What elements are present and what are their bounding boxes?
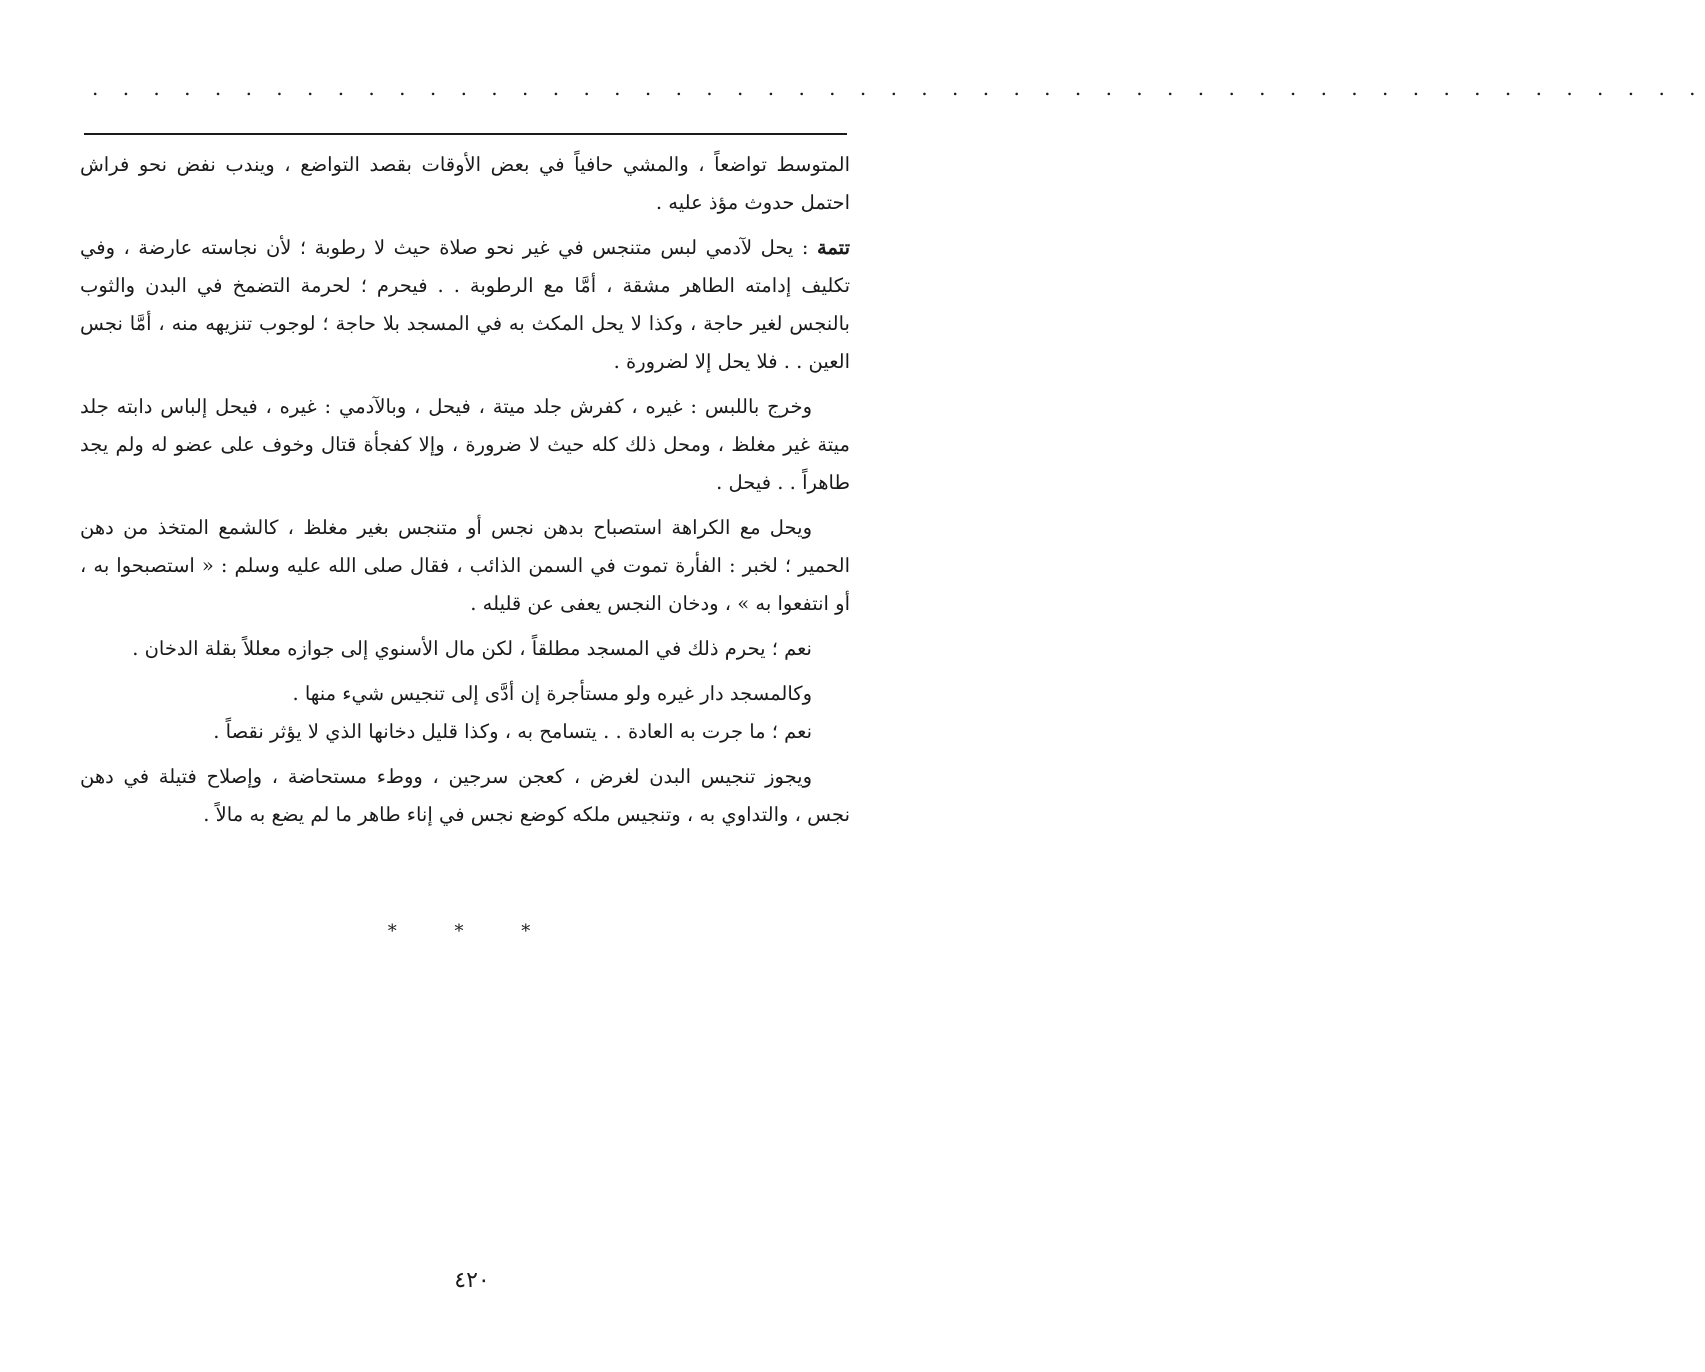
paragraph bbox=[80, 630, 850, 668]
paragraph-text: نعم ؛ ما جرت به العادة . . يتسامح به ، وكذا قليل دخانها الذي لا يؤثر نقصاً . bbox=[213, 720, 812, 743]
section-separator-stars: * * * bbox=[387, 921, 557, 942]
top-rule bbox=[84, 133, 847, 135]
paragraph-text: : يحل لآدمي لبس متنجس في غير نحو صلاة حيث لا رطوبة ؛ لأن نجاسته عارضة ، وفي تكليف إدامته الطاهر مشقة ، أمَّا مع الرطوبة . . فيحرم ؛ لحرمة التضمخ في البدن والثوب بالنجس لغير حاجة ، وكذا لا يحل المكث به في المسجد بلا حاجة ؛ لوجوب تنزيهه منه ، أمَّا نجس العين . . فلا يحل إلا لضرورة . bbox=[80, 236, 850, 373]
paragraph bbox=[80, 713, 850, 751]
page-number: ٤٢٠ bbox=[454, 1268, 490, 1293]
paragraph bbox=[80, 758, 850, 834]
paragraph-continuation bbox=[80, 146, 850, 222]
paragraph bbox=[80, 509, 850, 623]
dotted-separator: . . . . . . . . . . . . . . . . . . . . . . . . . . . . . . . . . . . . . . . . . . . . . . . . . . . . . bbox=[92, 76, 1705, 100]
paragraph-tatimma bbox=[80, 229, 850, 381]
paragraph-text: ويحل مع الكراهة استصباح بدهن نجس أو متنجس بغير مغلظ ، كالشمع المتخذ من دهن الحمير ؛ لخبر : الفأرة تموت في السمن الذائب ، فقال صلى الله عليه وسلم : « استصبحوا به ، أو انتفعوا به » ، ودخان النجس يعفى عن قليله . bbox=[80, 516, 850, 615]
paragraph-lead: تتمة bbox=[816, 236, 850, 259]
paragraph-text: ويجوز تنجيس البدن لغرض ، كعجن سرجين ، ووطء مستحاضة ، وإصلاح فتيلة في دهن نجس ، والتداوي به ، وتنجيس ملكه كوضع نجس في إناء طاهر ما لم يضع به مالاً . bbox=[80, 765, 850, 826]
paragraph bbox=[80, 675, 850, 713]
page-body bbox=[80, 146, 850, 841]
paragraph-text: وكالمسجد دار غيره ولو مستأجرة إن أدَّى إلى تنجيس شيء منها . bbox=[292, 682, 812, 705]
paragraph-text: المتوسط تواضعاً ، والمشي حافياً في بعض الأوقات بقصد التواضع ، ويندب نفض نحو فراش احتمل حدوث مؤذ عليه . bbox=[80, 153, 850, 214]
paragraph-text: نعم ؛ يحرم ذلك في المسجد مطلقاً ، لكن مال الأسنوي إلى جوازه معللاً بقلة الدخان . bbox=[132, 637, 812, 660]
paragraph bbox=[80, 388, 850, 502]
paragraph-text: وخرج باللبس : غيره ، كفرش جلد ميتة ، فيحل ، وبالآدمي : غيره ، فيحل إلباس دابته جلد ميتة غير مغلظ ، ومحل ذلك كله حيث لا ضرورة ، وإلا كفجأة قتال وخوف على عضو له ولم يجد طاهراً . . فيحل . bbox=[80, 395, 850, 494]
